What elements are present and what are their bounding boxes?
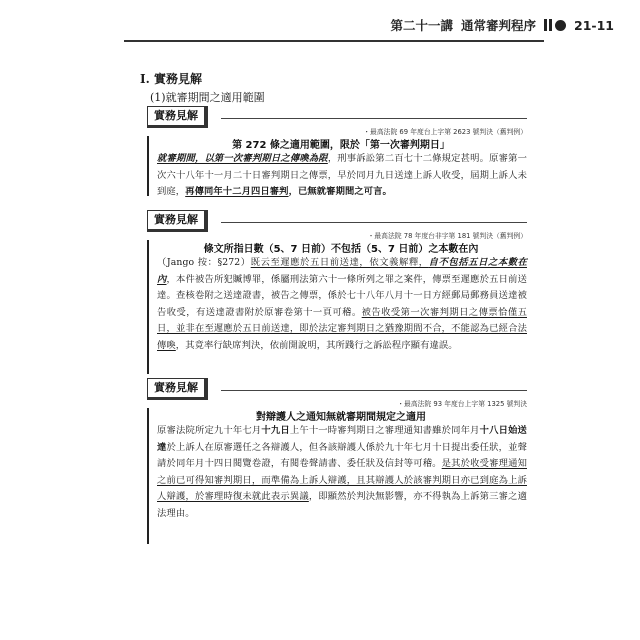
- section-title: I. 實務見解: [140, 72, 202, 86]
- case-body: [147, 408, 527, 544]
- case-paragraph: [149, 151, 527, 201]
- case-card-2: [147, 210, 527, 372]
- paragraph-segment: 既云至遲應於五日前送達，依文義解釋，: [250, 257, 429, 268]
- paragraph-segment: 於上訴人在原審選任之各辯護人，但各該辯護人係於九十年七月十日提出委任狀，並聲請於同年月十四日閱覽卷證，有閱卷聲請書、委任狀及信封等可稽。: [157, 441, 527, 470]
- header-rule: [124, 40, 544, 42]
- paragraph-segment: 是其於收受審理通知之前已可得知審判期日，而準備為上訴人辯護，且其辯護人於該審判期日亦已到庭為上訴人辯護，於審理時復未就此表示異議: [157, 458, 527, 503]
- chapter-topic: 通常審判程序: [461, 18, 537, 33]
- running-header: [390, 14, 614, 36]
- paragraph-segment: （Jango 按：§272）: [157, 257, 251, 268]
- paragraph-segment: 原審法院所定九十年七月: [157, 425, 262, 436]
- paragraph-segment: 被告收受第一次審判期日之傳票恰僅五日，並非在至遲應於五日前送達，即於法定審判期日之猶豫期間不合，不能認為已經合法傳喚: [157, 306, 527, 351]
- chapter-label: 第二十一講: [390, 18, 453, 33]
- tag-divider: [221, 222, 527, 223]
- case-title: 條文所指日數（5、7 日前）不包括（5、7 日前）之本數在內: [203, 244, 479, 255]
- paragraph-segment: ，已無就審期間之可言。: [288, 186, 392, 198]
- case-body: [147, 136, 527, 196]
- case-paragraph: [149, 255, 527, 355]
- case-title: 對辯護人之通知無就審期間規定之適用: [256, 412, 426, 423]
- tag-divider: [221, 390, 527, 391]
- tag-divider: [221, 118, 527, 119]
- paragraph-segment: ，刑事訴訟第二百七十二條規定甚明。原審第一次六十八年十一月二十日審判期日之傳票，早於同月九日送達上訴人收受，屆期上訴人未到庭，: [157, 153, 527, 198]
- case-tag: 實務見解: [147, 378, 208, 400]
- paragraph-segment: ，本件被告所犯贓博罪，係屬刑法第六十一條所列之罪之案件，傳票至遲應於五日前送達。查核卷附之送達證書，被告之傳票，係於七十八年八月十一日方經郵局郵務員送達被告收受，有送達證書附於原審卷第十一頁可稽。: [157, 273, 527, 318]
- case-body: [147, 240, 527, 374]
- case-citation: ・最高法院 78 年度台非字第 181 號判決（舊判例）: [367, 232, 527, 240]
- case-citation: ・最高法院 69 年度台上字第 2623 號判決（舊判例）: [363, 128, 527, 136]
- case-citation: ・最高法院 93 年度台上字第 1325 號判決: [397, 400, 527, 408]
- paragraph-segment: 再傳同年十二月四日審判: [185, 186, 289, 198]
- subsection-title: (1)就審期間之適用範圍: [150, 91, 265, 104]
- paragraph-segment: 上午十一時審判期日之審理通知書雖於同年月: [289, 425, 480, 436]
- case-card-1: [147, 106, 527, 198]
- page-number: 21-11: [574, 17, 614, 33]
- paragraph-segment: 就審期間，以第一次審判期日之傳喚為限: [157, 153, 328, 164]
- paragraph-segment: ，即顯然於判決無影響，亦不得執為上訴第三審之適法理由。: [157, 491, 527, 519]
- paragraph-segment: 十八日始送達: [157, 425, 527, 453]
- case-tag: 實務見解: [147, 106, 208, 128]
- case-card-3: [147, 378, 527, 544]
- header-ornament-icon: [544, 19, 566, 31]
- case-title: 第 272 條之適用範圍，限於「第一次審判期日」: [232, 140, 450, 151]
- paragraph-segment: 十九日: [261, 425, 290, 436]
- case-tag: 實務見解: [147, 210, 208, 232]
- case-paragraph: [149, 423, 527, 523]
- paragraph-segment: ，其竟率行缺席判決，依前開說明，其所踐行之訴訟程序顯有違誤。: [175, 339, 458, 351]
- paragraph-segment: 自不包括五日之本數在內: [157, 257, 528, 285]
